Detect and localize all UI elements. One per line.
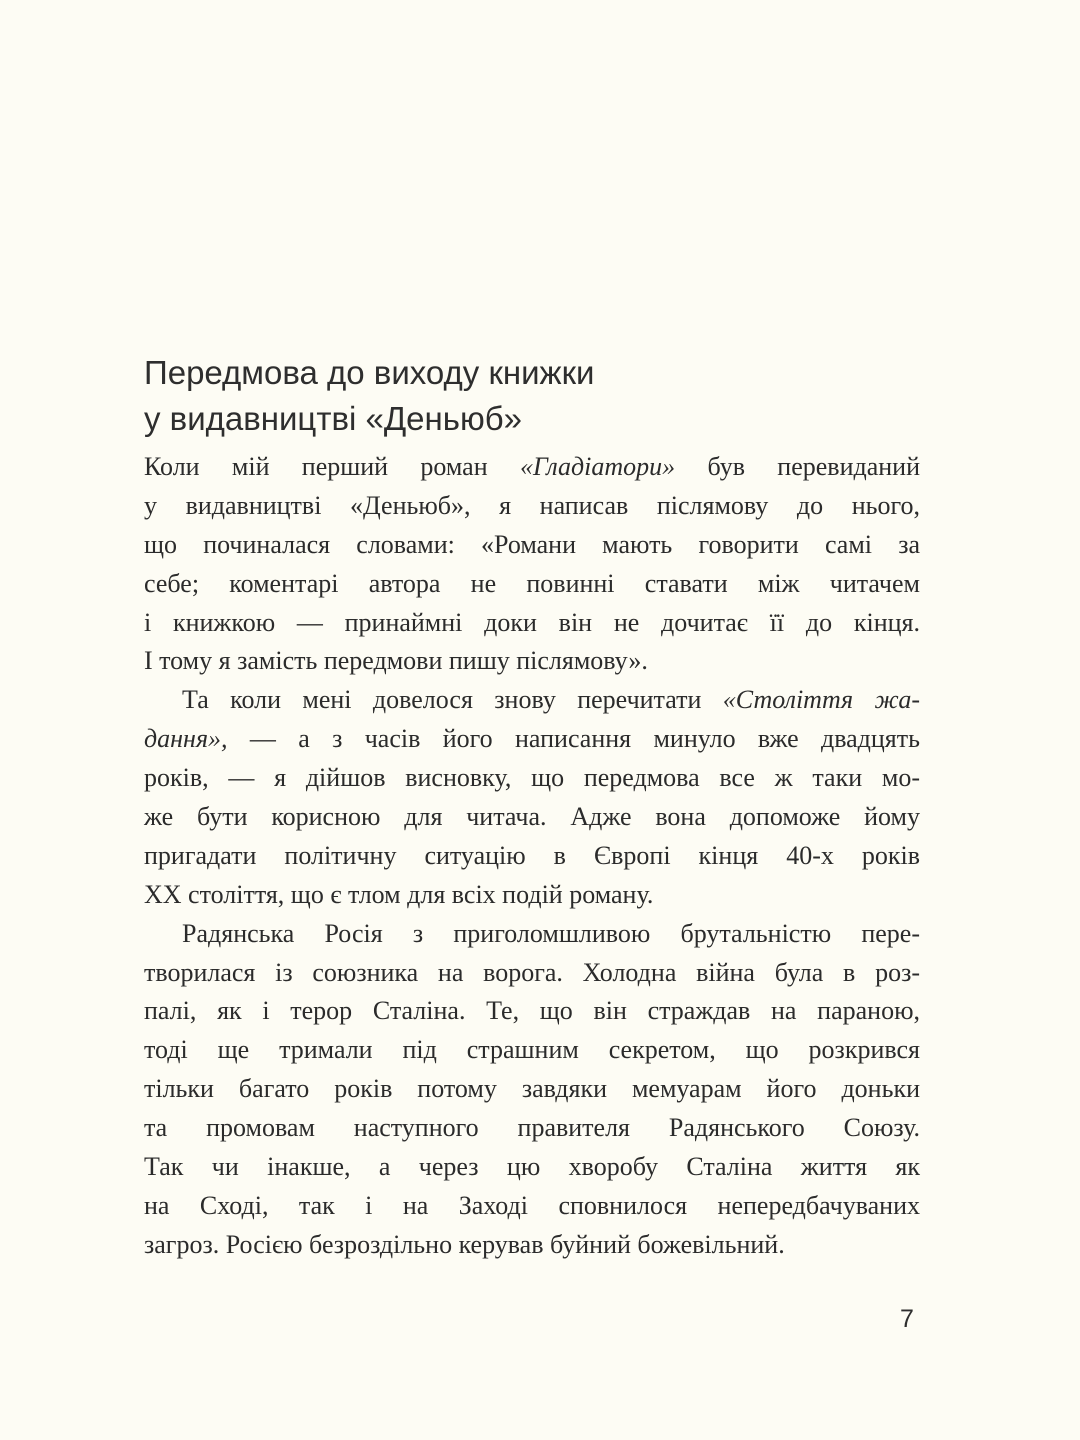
text-run: І тому я замість передмови пишу післямову». xyxy=(144,646,648,676)
text-run: та промовам наступного правителя Радянського Союзу. xyxy=(144,1113,920,1143)
paragraph-2-line-3 xyxy=(144,759,920,798)
italic-title: дання», xyxy=(144,724,228,754)
text-run: на Сході, так і на Заході сповнилося непередбачуваних xyxy=(144,1190,920,1220)
text-run: — а з часів його написання минуло вже двадцять xyxy=(227,724,920,754)
italic-title: «Століття жа- xyxy=(722,685,920,715)
paragraph-3-line-2 xyxy=(144,954,920,993)
text-run: Коли мій перший роман xyxy=(144,452,520,481)
text-run: Та коли мені довелося знову перечитати xyxy=(182,685,723,715)
paragraph-1-line-5 xyxy=(144,604,920,643)
text-run: палі, як і терор Сталіна. Те, що він страждав на параною, xyxy=(144,996,920,1026)
text-run: тоді ще тримали під страшним секретом, що розкрився xyxy=(144,1035,920,1065)
paragraph-2-line-6 xyxy=(144,876,920,915)
page-number: 7 xyxy=(900,1305,914,1333)
text-run: у видавництві «Деньюб», я написав післямову до нього, xyxy=(144,490,920,520)
text-run: тільки багато років потому завдяки мемуарам його доньки xyxy=(144,1074,920,1104)
paragraph-3-line-1 xyxy=(144,915,920,954)
paragraph-1-line-3 xyxy=(144,526,920,565)
text-run: пригадати політичну ситуацію в Європі кінця 40-х років xyxy=(144,840,920,870)
text-run: і книжкою — принаймні доки він не дочитає її до кінця. xyxy=(144,607,920,637)
paragraph-3-line-5 xyxy=(144,1070,920,1109)
chapter-heading xyxy=(144,350,944,442)
paragraph-2-line-1 xyxy=(144,681,920,720)
paragraph-3-line-6 xyxy=(144,1109,920,1148)
text-run: себе; коментарі автора не повинні ставати між читачем xyxy=(144,568,920,598)
text-run: років, — я дійшов висновку, що передмова все ж таки мо- xyxy=(144,763,920,793)
text-run: творилася із союзника на ворога. Холодна війна була в роз- xyxy=(144,957,920,987)
paragraph-3-line-7 xyxy=(144,1148,920,1187)
text-run: XX століття, що є тлом для всіх подій роману. xyxy=(144,879,654,909)
text-run: що починалася словами: «Романи мають говорити самі за xyxy=(144,529,920,559)
text-run: Радянська Росія з приголомшливою брутальністю пере- xyxy=(182,918,920,948)
paragraph-3-line-3 xyxy=(144,992,920,1031)
paragraph-1-line-6 xyxy=(144,642,920,681)
paragraph-2-line-5 xyxy=(144,837,920,876)
paragraph-2-line-2 xyxy=(144,720,920,759)
paragraph-1-line-4 xyxy=(144,565,920,604)
heading-line-2: у видавництві «Деньюб» xyxy=(144,400,522,437)
italic-title: «Гладіатори» xyxy=(519,452,676,481)
text-run: же бути корисною для читача. Адже вона допоможе йому xyxy=(144,802,920,832)
paragraph-1-line-1 xyxy=(144,448,920,487)
heading-line-1: Передмова до виходу книжки xyxy=(144,354,595,391)
paragraph-3-line-8 xyxy=(144,1187,920,1226)
text-run: Так чи інакше, а через цю хворобу Сталіна життя як xyxy=(144,1152,920,1182)
body-text xyxy=(144,448,920,1265)
paragraph-3-line-9 xyxy=(144,1226,920,1265)
paragraph-2-line-4 xyxy=(144,798,920,837)
paragraph-3-line-4 xyxy=(144,1031,920,1070)
text-run: загроз. Росією безроздільно керував буйний божевільний. xyxy=(144,1229,785,1259)
text-run: був перевиданий xyxy=(675,452,920,481)
paragraph-1-line-2 xyxy=(144,487,920,526)
